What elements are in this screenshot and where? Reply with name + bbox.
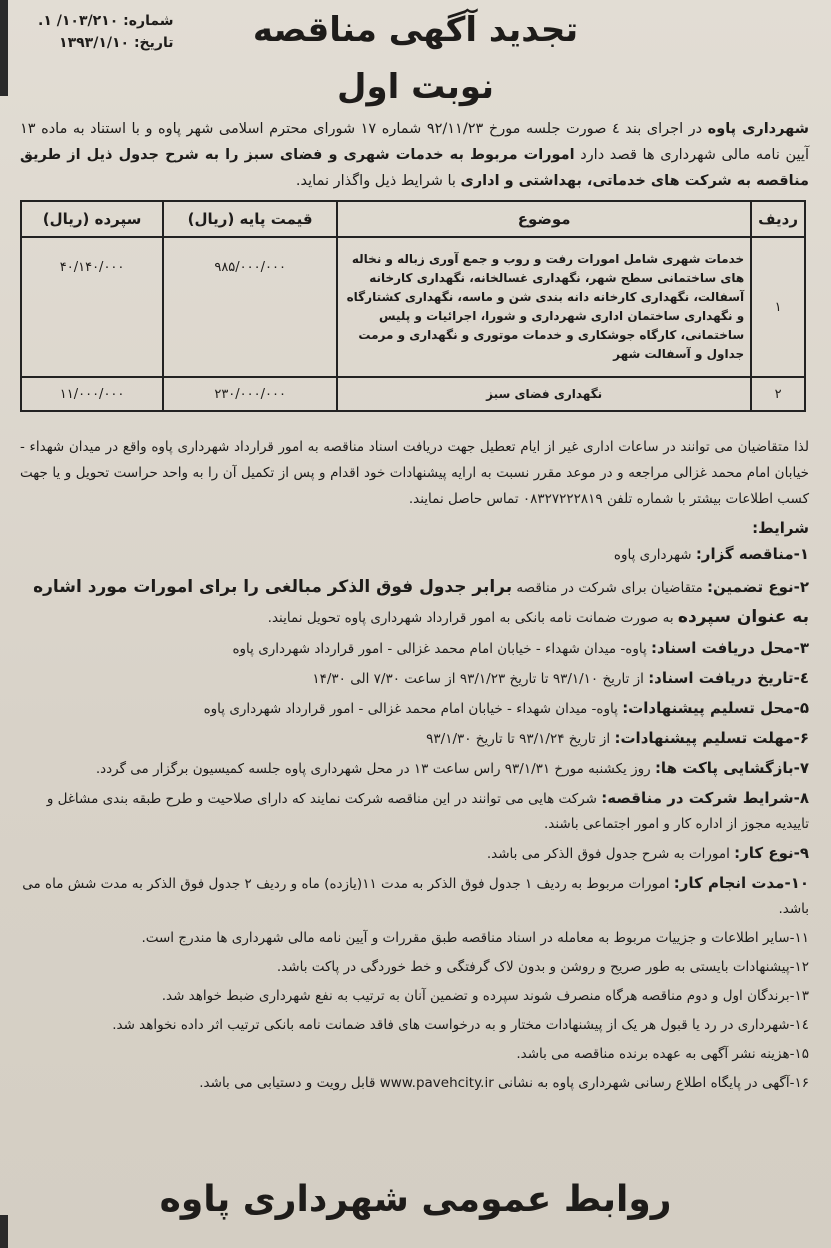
- signature-public-relations: روابط عمومی شهرداری پاوه: [159, 1179, 672, 1220]
- condition-text: پاوه- میدان شهداء - خیابان امام محمد غزالی - امور قرارداد شهرداری پاوه: [232, 641, 652, 657]
- condition-text: به صورت ضمانت نامه بانکی به امور قرارداد شهرداری پاوه تحویل نمایند.: [267, 610, 678, 626]
- row-subject: نگهداری فضای سبز: [337, 377, 751, 411]
- tender-table: [20, 200, 806, 412]
- condition-item: [20, 841, 809, 867]
- row-subject: خدمات شهری شامل امورات رفت و روب و جمع آوری زباله و نخاله های ساختمانی سطح شهر، نگهداری غسالخانه، نگهداری کارخانه آسفالت، نگهداری کارخانه دانه بندی شن و ماسه، نگهداری کشتارگاه و نگهداری ساختمان اداری شهرداری و شورا، اجرائیات و پلیس ساختمانی، کارگاه جوشکاری و خدمات موتوری و نگهداری و مرمت جداول و آسفالت شهر: [337, 237, 751, 377]
- header-base-price: قیمت پایه (ریال): [163, 201, 337, 237]
- condition-item: [20, 786, 809, 837]
- condition-label: ۱۰-مدت انجام کار:: [673, 874, 809, 892]
- conditions-section: [20, 514, 809, 1100]
- condition-text: روز یکشنبه مورخ ۹۳/۱/۳۱ راس ساعت ۱۳ در محل شهرداری پاوه جلسه کمیسیون برگزار می گردد.: [95, 761, 655, 777]
- condition-item: [20, 756, 809, 782]
- row-no: ۱: [751, 237, 805, 377]
- condition-item: [20, 542, 809, 568]
- condition-item: [20, 955, 809, 980]
- condition-text: ۱۶-آگهی در پایگاه اطلاع رسانی شهرداری پاوه به نشانی www.pavehcity.ir قابل رویت و دستیابی می باشد.: [199, 1075, 809, 1091]
- condition-text: متقاضیان برای شرکت در مناقصه: [512, 580, 708, 596]
- condition-item: [20, 696, 809, 722]
- page-edge-bar-bottom: [0, 1215, 8, 1248]
- condition-item: [20, 1042, 809, 1067]
- condition-text: امورات به شرح جدول فوق الذکر می باشد.: [486, 846, 735, 862]
- row-base-price: ۹۸۵/۰۰۰/۰۰۰: [163, 237, 337, 377]
- condition-item: [20, 984, 809, 1009]
- table-header-row: [21, 201, 805, 237]
- condition-item: [20, 726, 809, 752]
- condition-text: شهرداری پاوه: [613, 547, 696, 563]
- condition-label: ۸-شرایط شرکت در مناقصه:: [601, 789, 809, 807]
- page-edge-bar-top: [0, 0, 8, 96]
- row-no: ۲: [751, 377, 805, 411]
- condition-label: ۱-مناقصه گزار:: [695, 545, 809, 563]
- intro-text-1: در اجرای بند ٤ صورت جلسه مورخ ۹۲/۱۱/۲۳ شماره ۱۷ شورای محترم اسلامی شهر پاوه و با استناد به ماده ۱۳ آیین نامه مالی شهرداری ها قصد دارد: [20, 121, 809, 163]
- table-row: [21, 237, 805, 377]
- reference-number: شماره: ۱۰۳/۲۱۰/ ۱.: [38, 13, 174, 29]
- condition-label: ۵-محل تسلیم پیشنهادات:: [622, 699, 809, 717]
- condition-item: [20, 871, 809, 922]
- condition-text: ۱۲-پیشنهادات بایستی به طور صریح و روشن و بدون لاک گرفتگی و خط خوردگی در پاکت باشد.: [276, 959, 809, 975]
- table-row: [21, 377, 805, 411]
- condition-emphasis: برابر جدول فوق الذکر مبالغی را برای امورات مورد اشاره به عنوان سپرده: [33, 577, 809, 627]
- condition-text: ۱۵-هزینه نشر آگهی به عهده برنده مناقصه می باشد.: [516, 1046, 809, 1062]
- condition-text: امورات مربوط به ردیف ۱ جدول فوق الذکر به مدت ۱۱(یازده) ماه و ردیف ۲ جدول فوق الذکر به مدت شش ماه می باشد.: [22, 876, 809, 917]
- condition-item: [20, 1071, 809, 1096]
- condition-label: ۳-محل دریافت اسناد:: [651, 639, 809, 657]
- row-deposit: ۴۰/۱۴۰/۰۰۰: [21, 237, 163, 377]
- condition-item: [20, 572, 809, 632]
- condition-item: [20, 636, 809, 662]
- intro-subject: امورات مربوط به خدمات شهری و فضای سبز را به شرح جدول ذیل از طریق مناقصه به شرکت های خدماتی، بهداشتی و اداری: [20, 147, 809, 189]
- row-base-price: ۲۳۰/۰۰۰/۰۰۰: [163, 377, 337, 411]
- header-no: ردیف: [751, 201, 805, 237]
- condition-item: [20, 666, 809, 692]
- intro-org: شهرداری پاوه: [707, 121, 809, 137]
- row-deposit: ۱۱/۰۰۰/۰۰۰: [21, 377, 163, 411]
- condition-text: شرکت هایی می توانند در این مناقصه شرکت نمایند که دارای صلاحیت و طرح طبقه بندی مشاغل و تاییدیه مجوز از اداره کار و امور اجتماعی باشند.: [46, 791, 809, 832]
- intro-paragraph: [20, 116, 809, 194]
- condition-text: پاوه- میدان شهداء - خیابان امام محمد غزالی - امور قرارداد شهرداری پاوه: [203, 701, 623, 717]
- header-deposit: سپرده (ریال): [21, 201, 163, 237]
- conditions-title: شرایط:: [752, 519, 809, 537]
- condition-label: ٤-تاریخ دریافت اسناد:: [648, 669, 809, 687]
- condition-label: ۷-بازگشایی پاکت ها:: [654, 759, 809, 777]
- condition-text: ۱۱-سایر اطلاعات و جزییات مربوط به معامله در اسناد مناقصه طبق مقررات و آیین نامه مالی شهرداری ها مندرج است.: [141, 930, 809, 946]
- condition-item: [20, 1013, 809, 1038]
- reference-date: تاریخ: ۱۳۹۳/۱/۱۰: [59, 35, 174, 51]
- condition-text: از تاریخ ۹۳/۱/۲۴ تا تاریخ ۹۳/۱/۳۰: [426, 731, 615, 747]
- condition-label: ۶-مهلت تسلیم پیشنهادات:: [614, 729, 809, 747]
- header-subject: موضوع: [337, 201, 751, 237]
- page-subtitle: نوبت اول: [337, 67, 494, 107]
- page-title: تجدید آگهی مناقصه: [252, 10, 579, 50]
- body-paragraph: لذا متقاضیان می توانند در ساعات اداری غیر از ایام تعطیل جهت دریافت اسناد مناقصه به امور قرارداد شهرداری پاوه واقع در میدان شهداء - خیابان امام محمد غزالی مراجعه و در موعد مقرر نسبت به ارایه پیشنهادات خود اقدام و پس از تکمیل آن را به واحد حراست تحویل و یا جهت کسب اطلاعات بیشتر با شماره تلفن ۰۸۳۲۷۲۲۲۸۱۹ تماس حاصل نمایند.: [20, 439, 809, 507]
- condition-text: ۱۳-برندگان اول و دوم مناقصه هرگاه منصرف شوند سپرده و تضمین آنان به ترتیب به نفع شهرداری ضبط خواهد شد.: [161, 988, 809, 1004]
- condition-label: ۹-نوع کار:: [734, 844, 809, 862]
- intro-text-2: با شرایط ذیل واگذار نماید.: [295, 173, 461, 189]
- condition-text: از تاریخ ۹۳/۱/۱۰ تا تاریخ ۹۳/۱/۲۳ از ساعت ۷/۳۰ الی ۱۴/۳۰: [312, 671, 649, 687]
- condition-item: [20, 926, 809, 951]
- condition-label: ۲-نوع تضمین:: [707, 578, 809, 596]
- condition-text: ۱٤-شهرداری در رد یا قبول هر یک از پیشنهادات مختار و به درخواست های فاقد ضمانت نامه بانکی ترتیب اثر داده نخواهد شد.: [112, 1017, 809, 1033]
